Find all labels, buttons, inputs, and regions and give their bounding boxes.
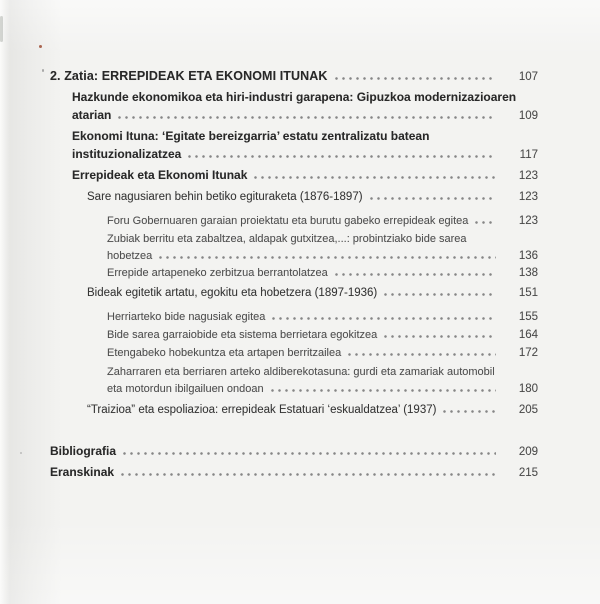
toc-entry-title: Errepide artapeneko zerbitzua berrantolatzea — [107, 267, 328, 279]
toc-entry-title: Ekonomi Ituna: ‘Egitate bereizgarria’ estatu zentralizatu batean — [72, 129, 430, 143]
toc-page-number: 107 — [518, 71, 538, 83]
dot-leader — [335, 77, 496, 80]
toc-page-number: 123 — [518, 191, 538, 203]
toc-entry-title: 2. Zatia: ERREPIDEAK ETA EKONOMI ITUNAK — [50, 69, 328, 83]
table-of-contents — [0, 60, 600, 482]
dot-leader — [370, 197, 496, 200]
toc-row-ekonomi-ituna-line2 — [0, 146, 600, 164]
toc-row-part2 — [0, 68, 600, 86]
toc-page-number: 180 — [518, 383, 538, 395]
toc-entry-title: Etengabeko hobekuntza eta artapen berritzailea — [107, 347, 342, 359]
toc-row-traizioa — [0, 402, 600, 419]
toc-row-sare-nagusiaren — [0, 189, 600, 206]
ink-speck-red — [39, 45, 42, 48]
toc-entry-title: Foru Gobernuaren garaian proiektatu eta burutu gabeko errepideak egitea — [107, 215, 469, 227]
toc-row-zaharraren-line1 — [0, 364, 600, 381]
toc-entry-title: Bibliografia — [50, 444, 117, 458]
toc-row-bibliografia — [0, 443, 600, 461]
dot-leader — [384, 293, 496, 296]
toc-row-errepide-artapeneko — [0, 265, 600, 282]
toc-row-etengabeko — [0, 345, 600, 362]
dot-leader — [188, 155, 496, 158]
toc-entry-title: Hazkunde ekonomikoa eta hiri-industri garapena: Gipuzkoa modernizazioaren — [72, 90, 517, 104]
dot-leader — [272, 317, 496, 320]
toc-page-number: 205 — [518, 404, 538, 416]
toc-row-foru-gobernuaren — [0, 213, 600, 230]
toc-entry-title: atarian — [72, 108, 112, 122]
toc-entry-title: hobetzea — [107, 250, 153, 262]
dot-leader — [254, 176, 496, 179]
toc-page-number: 123 — [518, 215, 538, 227]
toc-row-errepideak — [0, 167, 600, 185]
toc-row-bide-sarea — [0, 327, 600, 344]
toc-row-hazkunde-line2 — [0, 107, 600, 125]
toc-page-number: 215 — [518, 467, 538, 479]
toc-entry-title: Bide sarea garraiobide eta sistema berrietara egokitzea — [107, 329, 378, 341]
toc-page-number: 123 — [518, 170, 538, 182]
toc-entry-title: Sare nagusiaren behin betiko egituraketa (1876-1897) — [87, 191, 363, 203]
toc-row-hazkunde-line1 — [0, 89, 600, 106]
dot-leader — [271, 389, 496, 392]
dot-leader — [348, 353, 496, 356]
toc-row-eranskinak — [0, 464, 600, 482]
toc-row-herriarteko — [0, 309, 600, 326]
toc-entry-title: eta motordun ibilgailuen ondoan — [107, 383, 264, 395]
toc-entry-title: Bideak egitetik artatu, egokitu eta hobetzera (1897-1936) — [87, 287, 378, 299]
dot-leader — [335, 273, 496, 276]
toc-entry-title: instituzionalizatzea — [72, 147, 182, 161]
toc-page-number: 164 — [518, 329, 538, 341]
dot-leader — [443, 410, 496, 413]
toc-page-number: 209 — [518, 446, 538, 458]
dot-leader — [121, 473, 496, 476]
dot-leader — [118, 116, 496, 119]
toc-entry-title: Herriarteko bide nagusiak egitea — [107, 311, 266, 323]
toc-entry-title: Eranskinak — [50, 465, 115, 479]
toc-entry-title: “Traizioa” eta espoliazioa: errepideak Estatuari ‘eskualdatzea’ (1937) — [87, 404, 437, 416]
dot-leader — [475, 221, 496, 224]
toc-row-bideak-egitetik — [0, 285, 600, 302]
dot-leader — [123, 452, 496, 455]
toc-page-number: 109 — [518, 110, 538, 122]
toc-entry-title: Zaharraren eta berriaren arteko aldiberekotasuna: gurdi eta zamariak automobil — [107, 366, 495, 378]
toc-row-zubiak-line2 — [0, 248, 600, 265]
toc-page-number: 136 — [518, 250, 538, 262]
scan-edge-artifact — [0, 16, 3, 42]
toc-page-number: 138 — [518, 267, 538, 279]
toc-page-number: 151 — [518, 287, 538, 299]
dot-leader — [159, 256, 496, 259]
toc-entry-title: Zubiak berritu eta zabaltzea, aldapak gutxitzea,...: probintziako bide sarea — [107, 233, 467, 245]
dot-leader — [384, 335, 496, 338]
toc-row-ekonomi-ituna-line1 — [0, 128, 600, 145]
toc-page-number: 117 — [519, 149, 538, 161]
toc-page-number: 172 — [518, 347, 538, 359]
toc-row-zubiak-line1 — [0, 231, 600, 248]
toc-row-zaharraren-line2 — [0, 381, 600, 398]
toc-page-number: 155 — [518, 311, 538, 323]
toc-entry-title: Errepideak eta Ekonomi Itunak — [72, 168, 248, 182]
